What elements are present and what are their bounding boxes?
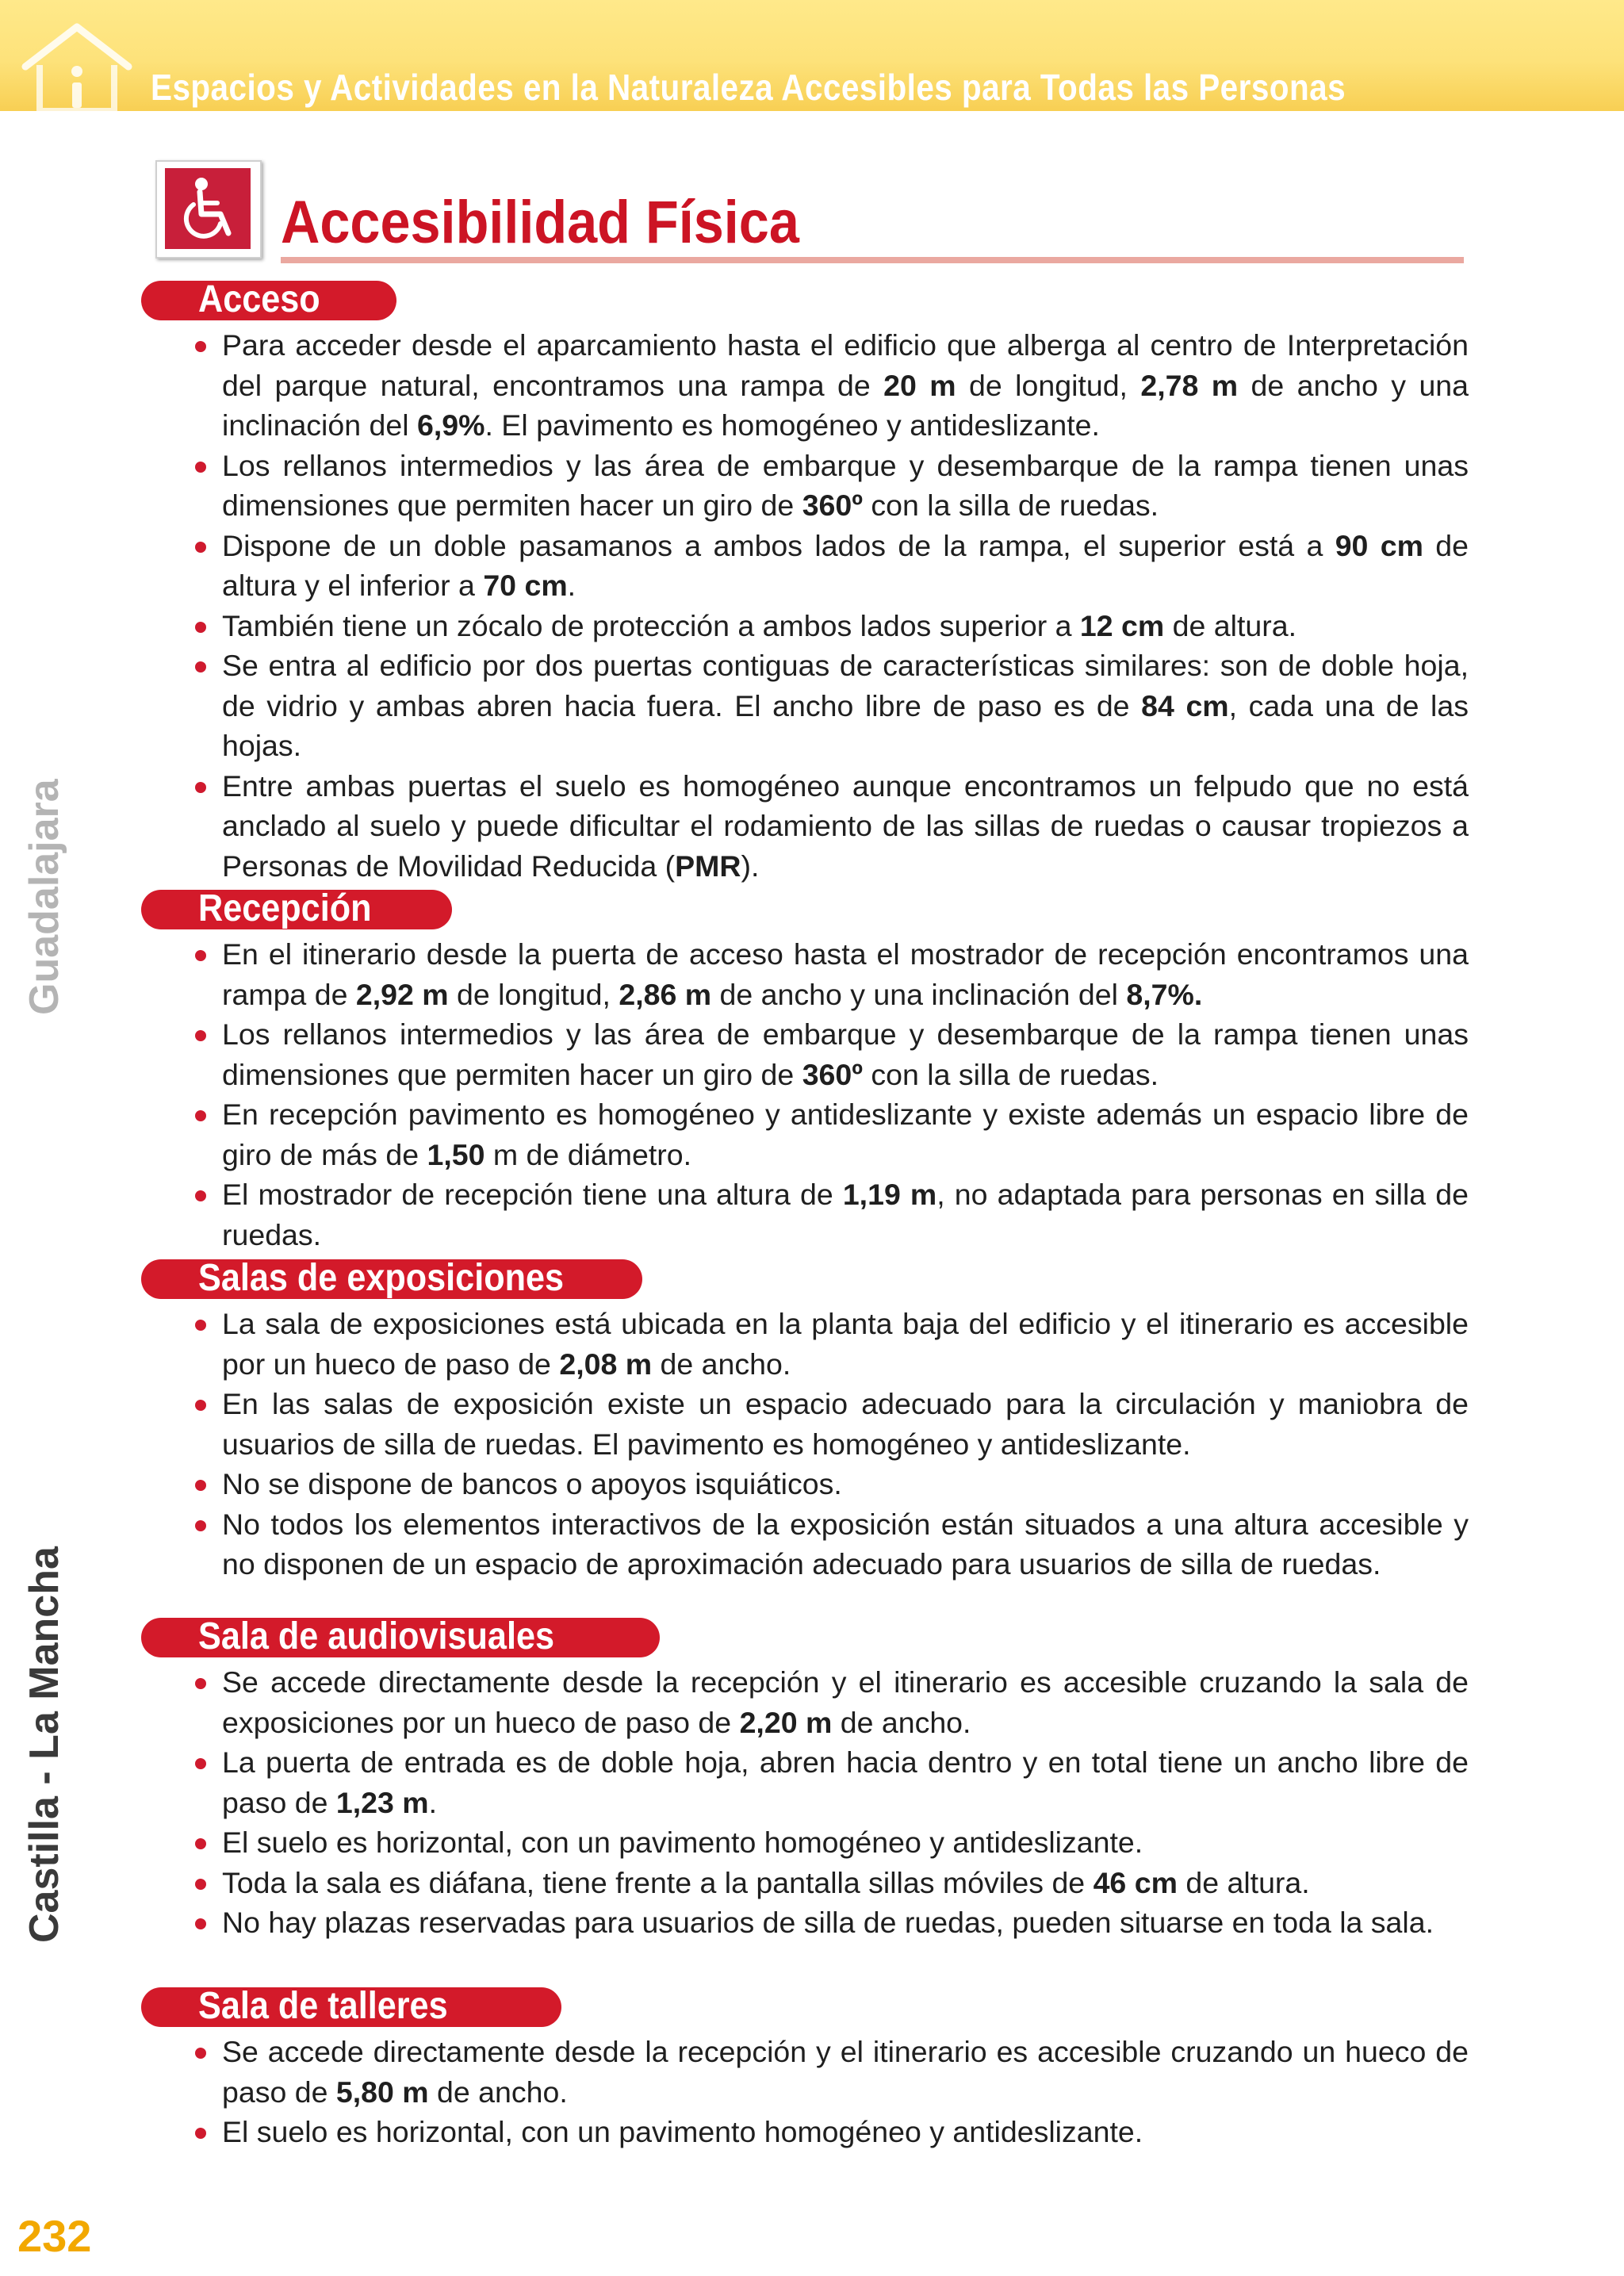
list-item-text [222,1742,1469,1822]
text-run: de ancho y una inclinación del [711,977,1127,1011]
bold-value: 1,23 m [335,1785,429,1819]
bold-value: 12 cm [1079,608,1165,642]
list-item-text [222,1902,1469,1943]
text-run: No se dispone de bancos o apoyos isquiáticos. [222,1467,842,1500]
bullet-dot-icon [195,2128,206,2139]
text-run: El mostrador de recepción tiene una altura de [222,1178,843,1211]
text-run: Los rellanos intermedios y las área de embarque y desembarque de la rampa tienen unas dimensiones que permiten hacer un giro de [222,448,1469,522]
text-run: de altura. [1164,608,1297,642]
list-item [184,1902,1469,1943]
list-item [184,1863,1469,1903]
text-run: Entre ambas puertas el suelo es homogéneo aunque encontramos un felpudo que no está anclado al suelo y puede dificultar el rodamiento de las sillas de ruedas o causar tropiezos a Personas de Movilidad Reducida ( [222,768,1469,883]
list-item-text [222,526,1469,606]
page-number: 232 [17,2211,92,2261]
list-item [184,526,1469,606]
text-run: Toda la sala es diáfana, tiene frente a la pantalla sillas móviles de [222,1865,1094,1899]
bold-value: 2,78 m [1140,368,1239,402]
text-run: Se entra al edificio por dos puertas contiguas de características similares: son de doble hoja, de vidrio y ambas abren hacia fuera. El ancho libre de paso es de [222,649,1469,722]
bullet-dot-icon [195,1030,206,1041]
list-item [184,1504,1469,1584]
bullet-dot-icon [195,1400,206,1411]
text-run: de altura y el inferior a [222,528,1469,602]
list-item-text [222,646,1469,766]
text-run: En recepción pavimento es homogéneo y antideslizante y existe además un espacio libre de giro de más de [222,1098,1469,1171]
bold-value: 360º [802,1057,863,1091]
list-item-text [222,606,1469,646]
bold-value: 46 cm [1093,1865,1178,1899]
text-run: La sala de exposiciones está ubicada en la planta baja del edificio y el itinerario es accesible por un hueco de paso de [222,1307,1469,1381]
text-run: m de diámetro. [485,1137,692,1171]
text-run: También tiene un zócalo de protección a ambos lados superior a [222,608,1080,642]
list-item [184,1094,1469,1174]
header-band [0,0,1624,111]
text-run: No hay plazas reservadas para usuarios de silla de ruedas, pueden situarse en toda la sala. [222,1906,1434,1939]
sidebar-province-label: Guadalajara [21,779,67,1015]
bullet-dot-icon [195,341,206,352]
list-item [184,606,1469,646]
text-run: de ancho. [832,1705,971,1739]
bold-value: 2,92 m [355,977,449,1011]
section-heading-recepcion: Recepción [198,887,372,929]
bullet-list-recepcion [184,934,1469,1255]
list-item [184,1742,1469,1822]
text-run: El suelo es horizontal, con un pavimento homogéneo y antideslizante. [222,2115,1143,2148]
text-run: . El pavimento es homogéneo y antideslizante. [485,408,1100,442]
bullet-dot-icon [195,542,206,553]
bold-value: 1,19 m [842,1178,937,1211]
bold-value: 2,08 m [559,1347,653,1381]
list-item [184,646,1469,766]
title-divider [281,257,1464,263]
list-item [184,766,1469,887]
text-run: de ancho. [652,1347,791,1381]
bullet-dot-icon [195,1320,206,1331]
list-item [184,446,1469,526]
bullet-list-acceso [184,325,1469,886]
list-item-text [222,766,1469,887]
text-run: con la silla de ruedas. [862,1057,1159,1091]
list-item [184,1384,1469,1464]
bullet-dot-icon [195,1110,206,1121]
list-item-text [222,446,1469,526]
header-title: Espacios y Actividades en la Naturaleza Accesibles para Todas las Personas [151,67,1346,108]
list-item-text [222,1504,1469,1584]
text-run: de ancho. [428,2075,568,2109]
bullet-list-audiovisuales [184,1662,1469,1943]
list-item [184,1014,1469,1094]
list-item-text [222,1662,1469,1742]
text-run: con la silla de ruedas. [862,489,1159,522]
list-item [184,325,1469,446]
bullet-dot-icon [195,1480,206,1491]
text-run: Para acceder desde el aparcamiento hasta el edificio que alberga al centro de Interpretación del parque natural, encontramos una rampa de [222,328,1469,402]
list-item [184,934,1469,1014]
list-item [184,1304,1469,1384]
bold-value: 5,80 m [335,2075,429,2109]
list-item-text [222,1014,1469,1094]
text-run: No todos los elementos interactivos de la exposición están situados a una altura accesible y no disponen de un espacio de aproximación adecuado para usuarios de silla de ruedas. [222,1507,1469,1581]
wheelchair-icon [165,168,251,249]
bullet-dot-icon [195,950,206,961]
bullet-dot-icon [195,1520,206,1531]
list-item-text [222,1094,1469,1174]
text-run: Se accede directamente desde la recepción y el itinerario es accesible cruzando un hueco de paso de [222,2035,1469,2109]
text-run: Dispone de un doble pasamanos a ambos lados de la rampa, el superior está a [222,528,1335,562]
bullet-dot-icon [195,622,206,633]
bold-value: 6,9% [416,408,485,442]
bold-value: 8,7%. [1126,977,1203,1011]
bold-value: 84 cm [1141,688,1229,722]
list-item [184,1464,1469,1504]
text-run: ). [741,849,760,883]
bullet-dot-icon [195,782,206,793]
bullet-dot-icon [195,1879,206,1890]
list-item [184,1662,1469,1742]
accessibility-icon-box [155,160,262,259]
text-run: de ancho y una inclinación del [222,368,1469,442]
text-run: de altura. [1177,1865,1310,1899]
bold-value: PMR [675,849,741,883]
text-run: . [428,1785,438,1819]
bullet-dot-icon [195,1758,206,1769]
section-heading-audiovisuales: Sala de audiovisuales [198,1615,555,1657]
bullet-list-salas-exposiciones [184,1304,1469,1584]
text-run: En el itinerario desde la puerta de acceso hasta el mostrador de recepción encontramos una rampa de [222,937,1469,1011]
bold-value: 20 m [883,368,956,402]
text-run: La puerta de entrada es de doble hoja, abren hacia dentro y en total tiene un ancho libre de paso de [222,1745,1469,1819]
bullet-dot-icon [195,1190,206,1201]
bold-value: 70 cm [483,569,568,602]
bold-value: 360º [802,489,863,522]
text-run: Se accede directamente desde la recepción y el itinerario es accesible cruzando la sala de exposiciones por un hueco de paso de [222,1665,1469,1739]
list-item-text [222,1464,1469,1504]
bullet-list-talleres [184,2032,1469,2152]
bullet-dot-icon [195,2048,206,2059]
sidebar-region-label: Castilla - La Mancha [21,1546,67,1943]
list-item [184,2032,1469,2112]
list-item [184,2112,1469,2152]
list-item-text [222,2032,1469,2112]
text-run: Los rellanos intermedios y las área de embarque y desembarque de la rampa tienen unas dimensiones que permiten hacer un giro de [222,1017,1469,1091]
bold-value: 90 cm [1335,528,1423,562]
bullet-dot-icon [195,1838,206,1849]
section-heading-salas-exposiciones: Salas de exposiciones [198,1257,565,1299]
bullet-dot-icon [195,661,206,672]
text-run: En las salas de exposición existe un espacio adecuado para la circulación y maniobra de usuarios de silla de ruedas. El pavimento es homogéneo y antideslizante. [222,1387,1469,1461]
list-item-text [222,934,1469,1014]
list-item-text [222,1174,1469,1255]
bold-value: 2,20 m [739,1705,833,1739]
text-run: , cada una de las hojas. [222,688,1469,762]
section-heading-acceso: Acceso [198,278,320,320]
bold-value: 1,50 [427,1137,485,1171]
text-run: , no adaptada para personas en silla de ruedas. [222,1178,1469,1251]
text-run: El suelo es horizontal, con un pavimento homogéneo y antideslizante. [222,1826,1143,1859]
bullet-dot-icon [195,462,206,473]
list-item-text [222,1384,1469,1464]
list-item-text [222,1863,1469,1903]
list-item-text [222,1822,1469,1863]
page-title: Accesibilidad Física [281,189,799,256]
text-run: . [567,569,576,602]
list-item-text [222,1304,1469,1384]
list-item [184,1822,1469,1863]
list-item [184,1174,1469,1255]
house-info-icon [17,17,136,113]
list-item-text [222,325,1469,446]
bold-value: 2,86 m [619,977,712,1011]
text-run: de longitud, [956,368,1141,402]
text-run: de longitud, [448,977,619,1011]
bullet-dot-icon [195,1918,206,1929]
bullet-dot-icon [195,1678,206,1689]
list-item-text [222,2112,1469,2152]
section-heading-talleres: Sala de talleres [198,1985,448,2027]
